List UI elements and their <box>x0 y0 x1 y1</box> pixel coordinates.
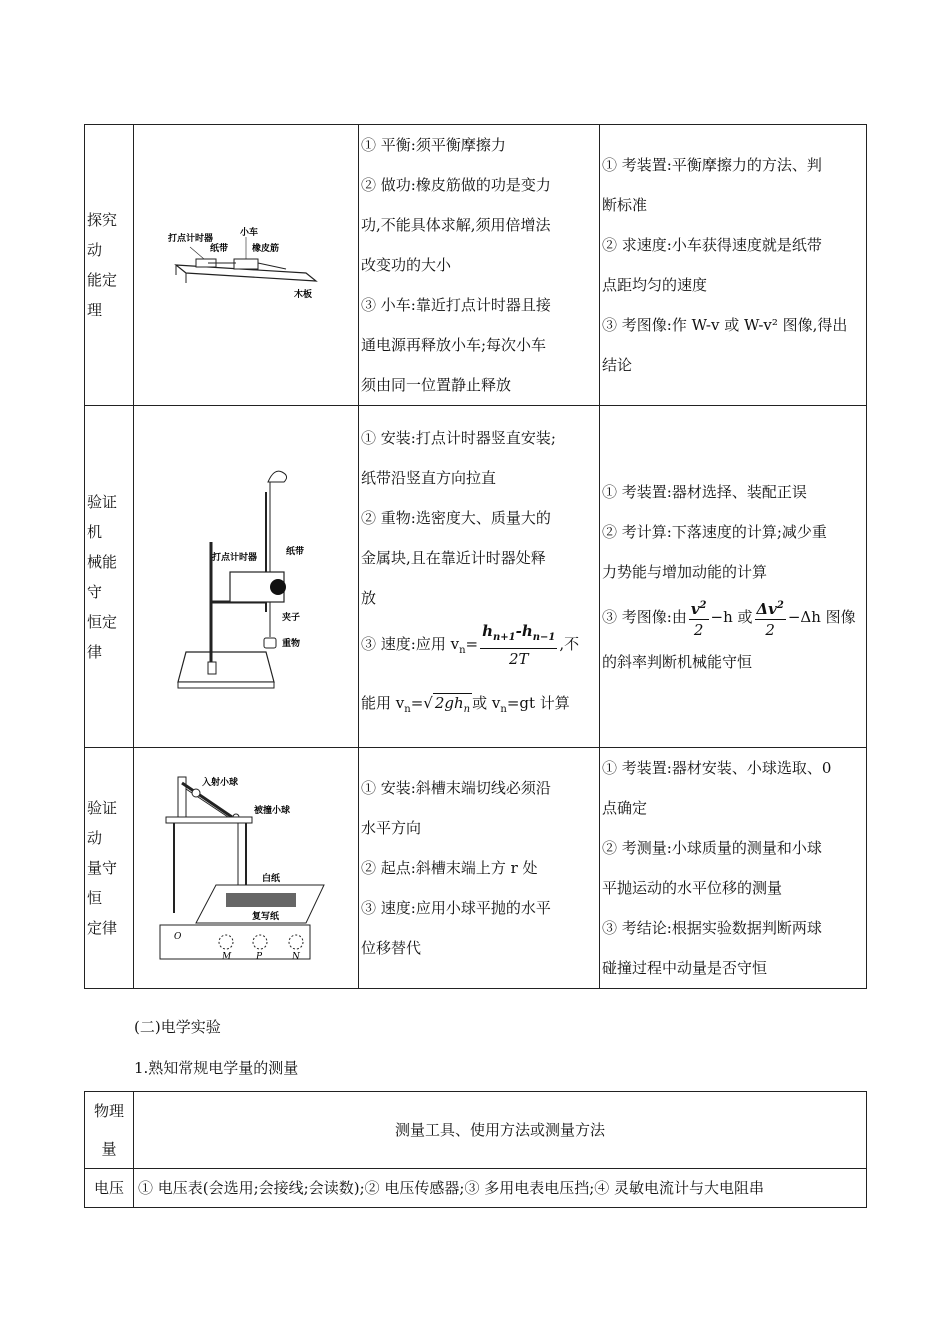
experiment-name: 验证机 械能守 恒定律 <box>85 406 134 748</box>
cell-quantity: 电压 <box>85 1169 134 1208</box>
experiment-key-points: ① 安装:斜槽末端切线必须沿 水平方向 ② 起点:斜槽末端上方 r 处 ③ 速度:应用小球平抛的水平 位移替代 <box>359 748 600 989</box>
speed-formula-line: ③ 速度:应用 $v_n=$ $\frac{h_{n+1}-h_{n-1}}{2T}$ ,不 <box>361 621 580 668</box>
subsection-title: 1.熟知常规电学量的测量 <box>134 1059 299 1077</box>
label-timer: 打点计时器 <box>212 552 258 563</box>
experiment-table <box>84 124 867 989</box>
experiment-name: 验证动 量守恒 定律 <box>85 748 134 989</box>
apparatus-figure-kinetic <box>134 125 359 406</box>
label-point-m: M <box>222 952 232 962</box>
label-white-paper: 白纸 <box>262 874 281 884</box>
label-clip: 夹子 <box>282 612 301 623</box>
table-row <box>85 406 867 748</box>
table-row <box>85 748 867 989</box>
label-carbon-paper: 复写纸 <box>252 912 280 922</box>
label-point-p: P <box>256 952 263 962</box>
label-incident-ball: 入射小球 <box>202 778 239 788</box>
header-method: 测量工具、使用方法或测量方法 <box>134 1092 867 1169</box>
label-weight: 重物 <box>282 638 301 649</box>
label-rubber-band: 橡皮筋 <box>252 244 280 254</box>
experiment-name: 探究动 能定理 <box>85 125 134 406</box>
experiment-key-points: ① 平衡:须平衡摩擦力 ② 做功:橡皮筋做的功是变力 功,不能具体求解,须用倍增法 改变功的大小 ③ 小车:靠近打点计时器且接 通电源再释放小车;每次小车 须由同一位置静止释放 <box>359 125 600 406</box>
experiment-key-points: ① 安装:打点计时器竖直安装; 纸带沿竖直方向拉直 ② 重物:选密度大、质量大的 金属块,且在靠近计时器处释 放 ③ 速度:应用 $v_n=$ $\frac{h_{n+1}-h_{n-1}}{2T}$ ,不 能用 $v_n=√$ $2gh_n$ 或 $v_n=gt$ 计算 <box>359 406 600 748</box>
free-fall-apparatus-illustration <box>156 462 336 692</box>
sqrt-expression: $2gh_n$ <box>434 693 471 715</box>
speed-formula-line-2: 能用 $v_n=√$ $2gh_n$ 或 $v_n=gt$ 计算 <box>361 693 570 715</box>
label-point-n: N <box>292 952 300 962</box>
section-title: (二)电学实验 <box>134 1018 221 1036</box>
table-row <box>85 125 867 406</box>
collision-apparatus-illustration <box>156 773 336 963</box>
apparatus-figure-mechanical <box>134 406 359 748</box>
trolley-apparatus-illustration <box>166 225 326 305</box>
experiment-test-points: ① 考装置:平衡摩擦力的方法、判 断标准 ② 求速度:小车获得速度就是纸带 点距均匀的速度 ③ 考图像:作 W-v 或 W-v² 图像,得出 结论 <box>600 125 867 406</box>
graph-formula-line: ③ 考图像:由 $\frac{v^2}{2}$ −h 或 $\frac{\Delta v^2}{2}$ −Δh 图像 <box>602 592 864 642</box>
apparatus-figure-momentum <box>134 748 359 989</box>
table-header-row <box>85 1092 867 1169</box>
label-target-ball: 被撞小球 <box>254 806 291 816</box>
measurement-table <box>84 1091 867 1208</box>
label-tape: 纸带 <box>210 244 229 254</box>
label-point-o: O <box>174 932 182 942</box>
label-timer: 打点计时器 <box>168 234 214 244</box>
experiment-test-points: ① 考装置:器材安装、小球选取、0 点确定 ② 考测量:小球质量的测量和小球 平抛运动的水平位移的测量 ③ 考结论:根据实验数据判断两球 碰撞过程中动量是否守恒 <box>600 748 867 989</box>
label-cart: 小车 <box>240 228 259 238</box>
label-board: 木板 <box>294 290 313 300</box>
label-tape: 纸带 <box>286 546 305 557</box>
speed-fraction: $\frac{h_{n+1}-h_{n-1}}{2T}$ <box>482 621 556 668</box>
experiment-test-points: ① 考装置:器材选择、装配正误 ② 考计算:下落速度的计算;减少重 力势能与增加动能的计算 ③ 考图像:由 $\frac{v^2}{2}$ −h 或 $\frac{\Delta v^2}{2}$ −Δh 图像 的斜率判断机械能守恒 <box>600 406 867 748</box>
header-quantity: 物理 量 <box>85 1092 134 1169</box>
table-row <box>85 1169 867 1208</box>
cell-method: ① 电压表(会选用;会接线;会读数);② 电压传感器;③ 多用电表电压挡;④ 灵敏电流计与大电阻串 <box>134 1169 867 1208</box>
